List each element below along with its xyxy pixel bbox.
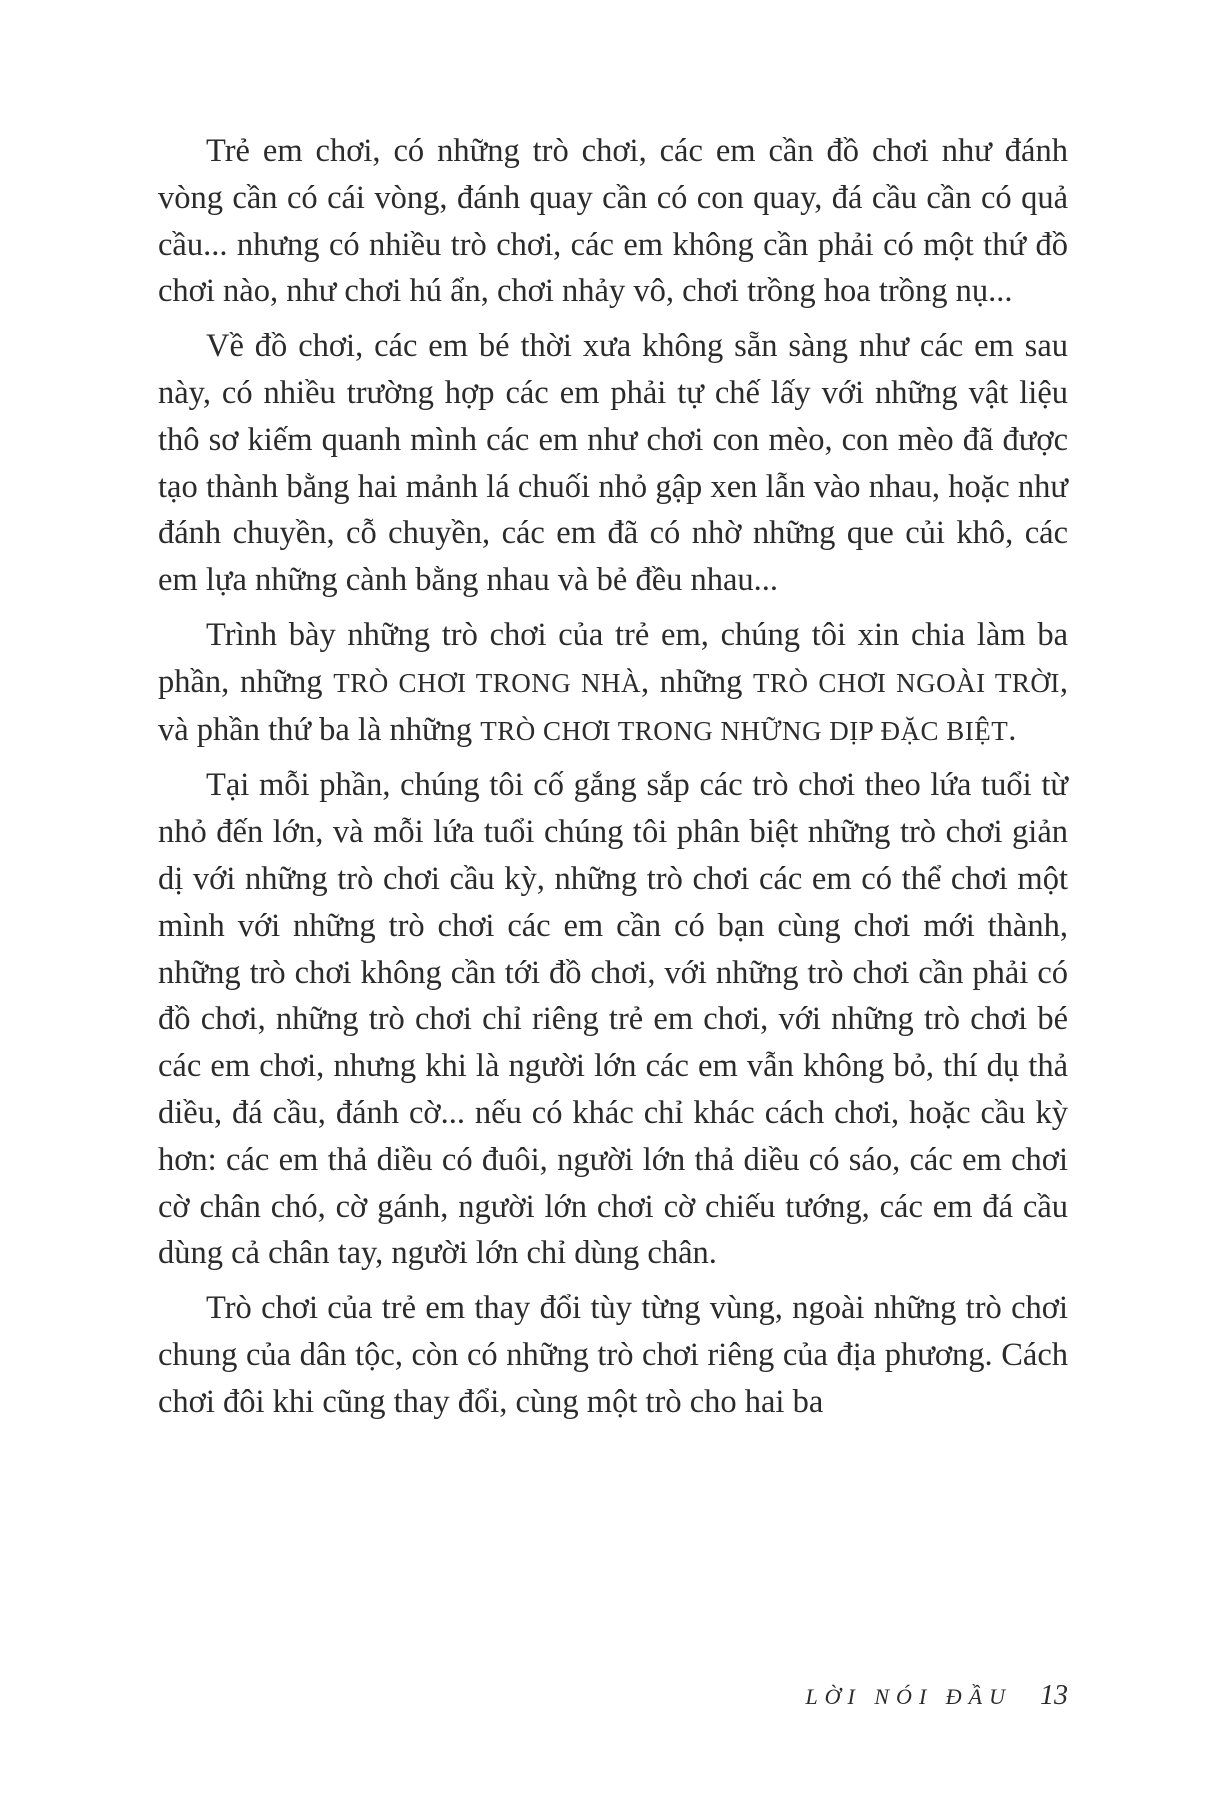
paragraph (158, 128, 1068, 315)
text-run: Tại mỗi phần, chúng tôi cố gắng sắp các trò chơi theo lứa tuổi từ nhỏ đến lớn, và mỗi lứa tuổi chúng tôi phân biệt những trò chơi giản dị với những trò chơi cầu kỳ, những trò chơi các em có thể chơi một mình với những trò chơi các em cần có bạn cùng chơi mới thành, những trò chơi không cần tới đồ chơi, với những trò chơi cần phải có đồ chơi, những trò chơi chỉ riêng trẻ em chơi, với những trò chơi bé các em chơi, nhưng khi là người lớn các em vẫn không bỏ, thí dụ thả diều, đá cầu, đánh cờ... nếu có khác chỉ khác cách chơi, hoặc cầu kỳ hơn: các em thả diều có đuôi, người lớn thả diều có sáo, các em chơi cờ chân chó, cờ gánh, người lớn chơi cờ chiếu tướng, các em đá cầu dùng cả chân tay, người lớn chỉ dùng chân. (158, 767, 1068, 1272)
text-run: , những (641, 663, 754, 700)
text-run: Trẻ em chơi, có những trò chơi, các em cần đồ chơi như đánh vòng cần có cái vòng, đánh quay cần có con quay, đá cầu cần có quả cầu... nhưng có nhiều trò chơi, các em không cần phải có một thứ đồ chơi nào, như chơi hú ẩn, chơi nhảy vô, chơi trồng hoa trồng nụ... (158, 133, 1068, 310)
section-name-smallcaps: TRÒ CHƠI NGOÀI TRỜI (753, 667, 1060, 698)
running-head: LỜI NÓI ĐẦU (805, 1684, 1012, 1709)
body-text (158, 128, 1068, 1434)
paragraph (158, 612, 1068, 754)
paragraph (158, 1285, 1068, 1425)
section-name-smallcaps: TRÒ CHƠI TRONG NHỮNG DỊP ĐẶC BIỆT (480, 715, 1009, 746)
section-name-smallcaps: TRÒ CHƠI TRONG NHÀ (333, 667, 642, 698)
paragraph (158, 323, 1068, 604)
paragraph (158, 762, 1068, 1277)
text-run: . (1008, 711, 1017, 748)
text-run: Trình bày những trò chơi của trẻ em, chúng tôi xin chia làm ba phần, những (158, 616, 1068, 700)
text-run: Trò chơi của trẻ em thay đổi tùy từng vùng, ngoài những trò chơi chung của dân tộc, còn có những trò chơi riêng của địa phương. Cách chơi đôi khi cũng thay đổi, cùng một trò cho hai ba (158, 1290, 1068, 1420)
text-run: , và phần thứ ba là những (158, 663, 1068, 748)
page-number: 13 (1040, 1680, 1068, 1711)
text-run: Về đồ chơi, các em bé thời xưa không sẵn sàng như các em sau này, có nhiều trường hợp các em phải tự chế lấy với những vật liệu thô sơ kiếm quanh mình các em như chơi con mèo, con mèo đã được tạo thành bằng hai mảnh lá chuối nhỏ gập xen lẫn vào nhau, hoặc như đánh chuyền, cỗ chuyền, các em đã có nhờ những que củi khô, các em lựa những cành bằng nhau và bẻ đều nhau... (158, 328, 1068, 599)
page-footer (805, 1680, 1068, 1712)
